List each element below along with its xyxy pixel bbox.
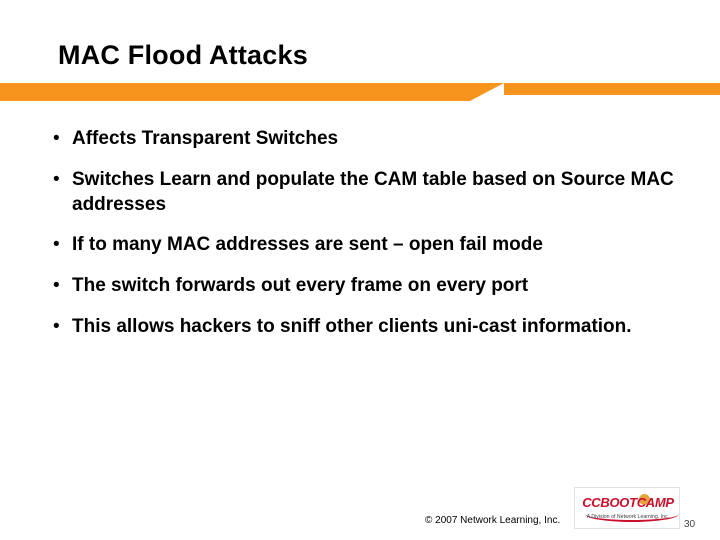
- bullet-icon: •: [53, 169, 60, 190]
- list-item-label: If to many MAC addresses are sent – open fail mode: [72, 234, 543, 255]
- list-item: [50, 126, 682, 152]
- bullet-icon: •: [53, 128, 60, 149]
- bullet-icon: •: [53, 316, 60, 337]
- bullet-icon: •: [53, 275, 60, 296]
- accent-divider: [0, 83, 720, 101]
- bullet-list: [50, 126, 682, 355]
- ccbootcamp-logo: [574, 487, 680, 529]
- list-item: [50, 314, 682, 340]
- page-title: MAC Flood Attacks: [58, 40, 308, 70]
- accent-bar-left: [0, 83, 490, 101]
- accent-bar-right: [487, 83, 720, 95]
- list-item-label: Switches Learn and populate the CAM table based on Source MAC addresses: [72, 169, 674, 215]
- list-item: [50, 232, 682, 258]
- logo-brand-text: CCBOOTCAMP: [582, 495, 674, 510]
- list-item-label: The switch forwards out every frame on every port: [72, 275, 529, 296]
- accent-wedge: [470, 83, 504, 101]
- logo-tagline-text: A Division of Network Learning, Inc.: [586, 514, 670, 520]
- bullet-icon: •: [53, 234, 60, 255]
- list-item: [50, 273, 682, 299]
- copyright-notice: © 2007 Network Learning, Inc.: [425, 515, 561, 526]
- list-item: [50, 167, 682, 217]
- list-item-label: This allows hackers to sniff other clients uni-cast information.: [72, 316, 632, 337]
- page-number: 30: [684, 519, 696, 530]
- list-item-label: Affects Transparent Switches: [72, 128, 339, 149]
